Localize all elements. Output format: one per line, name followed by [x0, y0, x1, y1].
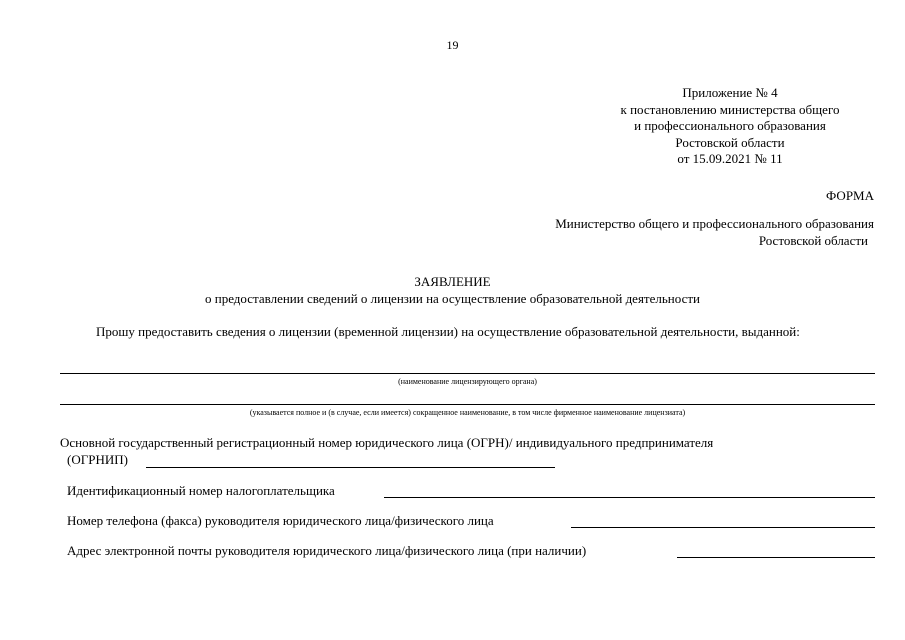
email-blank[interactable]: [677, 557, 875, 558]
inn-label: Идентификационный номер налогоплательщика: [67, 483, 335, 498]
inn-blank[interactable]: [384, 497, 875, 498]
licensee-name-caption: (указывается полное и (в случае, если имеется) сокращенное наименование, в том числе фирменное наименование лицензиата): [249, 408, 686, 417]
appendix-line: Ростовской области: [675, 134, 785, 150]
appendix-line: от 15.09.2021 № 11: [677, 151, 783, 167]
form-label: ФОРМА: [826, 188, 874, 203]
appendix-line: к постановлению министерства общего: [620, 101, 840, 117]
licensing-body-blank[interactable]: [60, 373, 875, 374]
ogrn-blank[interactable]: [146, 467, 555, 468]
recipient-line: Министерство общего и профессионального образования: [555, 216, 874, 231]
appendix-line: Приложение № 4: [682, 85, 778, 100]
licensing-body-caption: (наименование лицензирующего органа): [398, 377, 537, 386]
recipient-line: Ростовской области: [758, 232, 868, 248]
phone-label: Номер телефона (факса) руководителя юридического лица/физического лица: [67, 513, 494, 528]
appendix-line: и профессионального образования: [634, 118, 826, 134]
ogrnip-label: (ОГРНИП): [67, 452, 128, 467]
request-paragraph: Прошу предоставить сведения о лицензии (временной лицензии) на осуществление образовательной деятельности, выданной:: [96, 324, 800, 339]
phone-blank[interactable]: [571, 527, 875, 528]
email-label: Адрес электронной почты руководителя юридического лица/физического лица (при наличии): [67, 543, 587, 558]
appendix-header: [580, 85, 880, 168]
licensee-name-blank[interactable]: [60, 404, 875, 405]
document-title: ЗАЯВЛЕНИЕ: [414, 274, 491, 289]
recipient-block: [555, 216, 874, 249]
document-subtitle: о предоставлении сведений о лицензии на осуществление образовательной деятельности: [205, 291, 700, 306]
ogrn-label: Основной государственный регистрационный номер юридического лица (ОГРН)/ индивидуального предпринимателя: [60, 435, 714, 450]
page-number: 19: [446, 38, 459, 52]
